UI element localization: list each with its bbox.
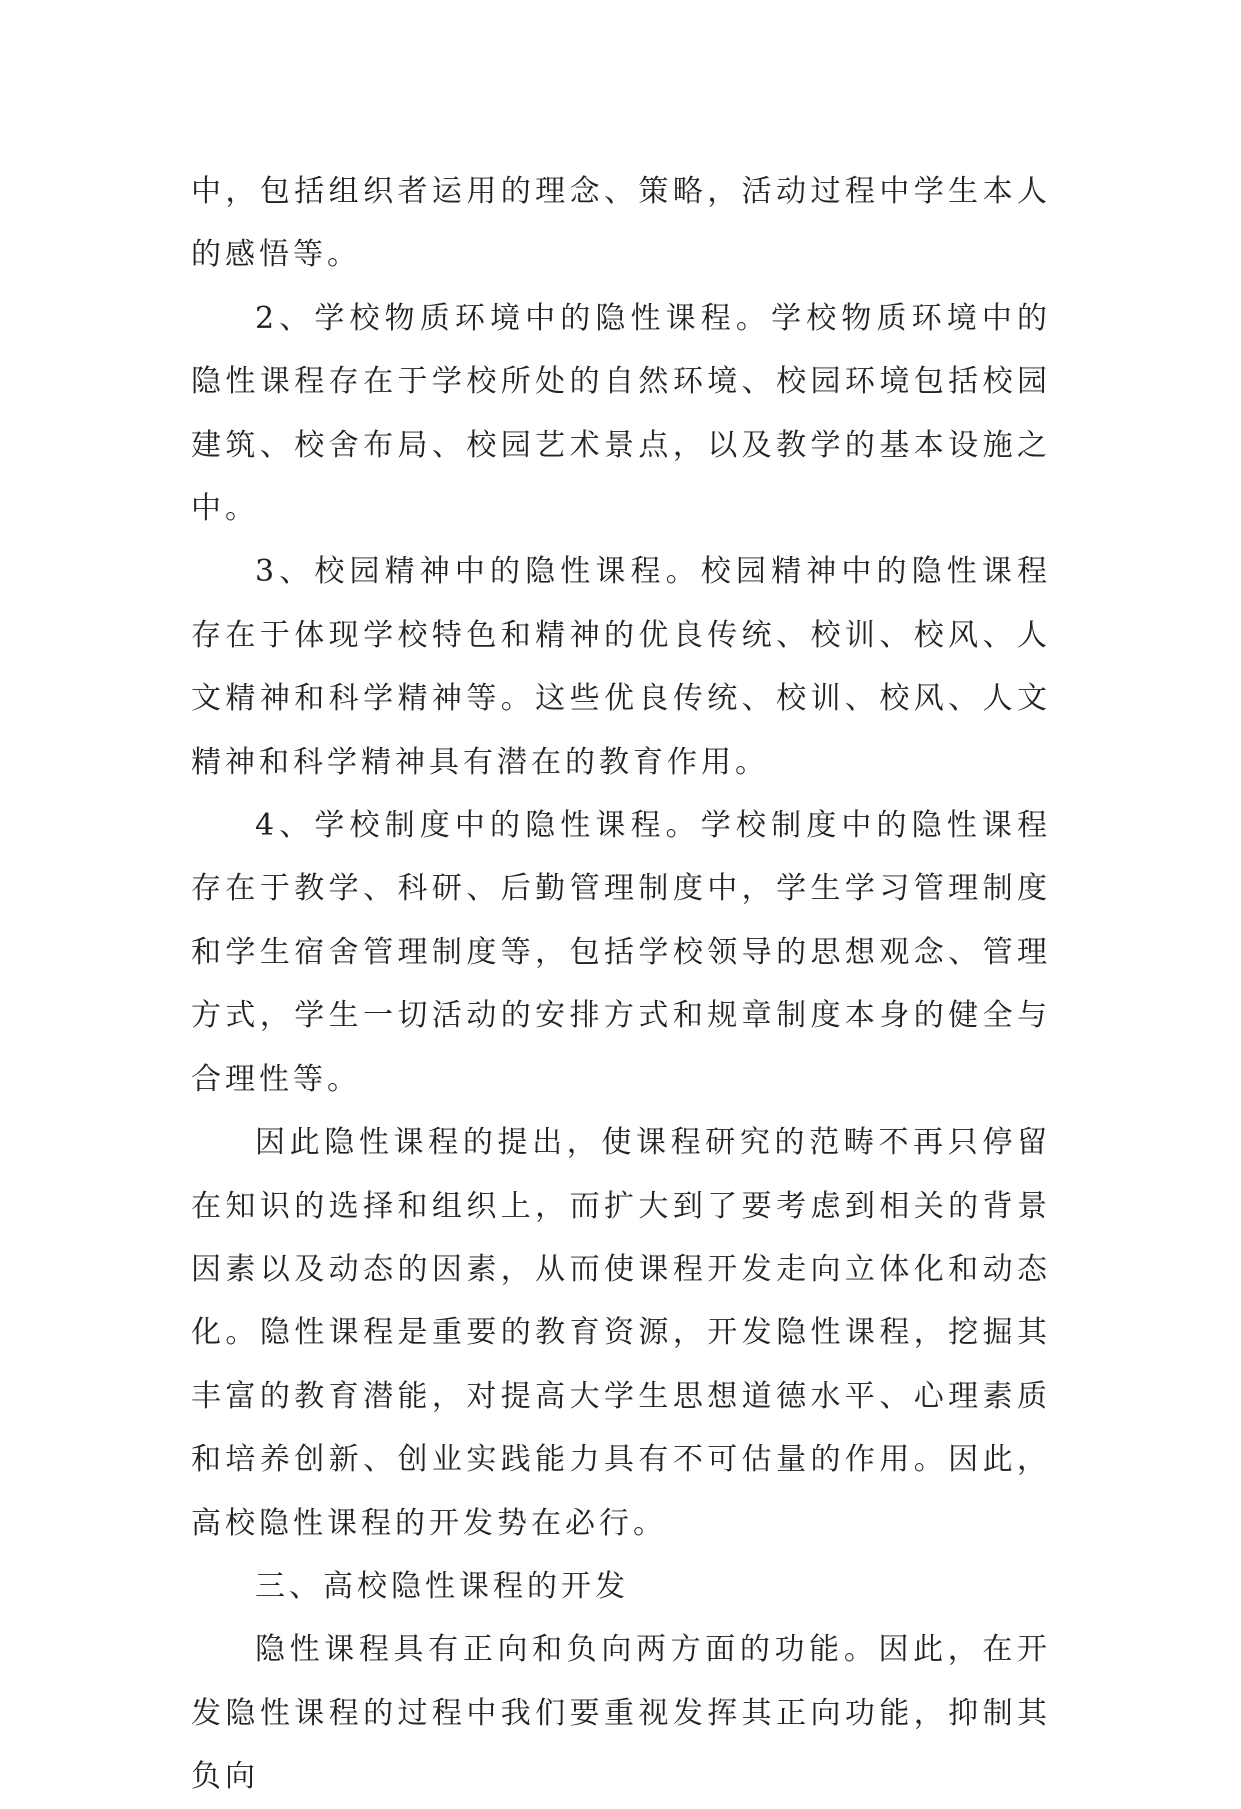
paragraph-physical-environment: 2、学校物质环境中的隐性课程。学校物质环境中的隐性课程存在于学校所处的自然环境、校园环境包括校园建筑、校舍布局、校园艺术景点，以及教学的基本设施之中。	[191, 300, 1051, 527]
document-body	[191, 160, 1051, 1809]
paragraph-campus-spirit: 3、校园精神中的隐性课程。校园精神中的隐性课程存在于体现学校特色和精神的优良传统、校训、校风、人文精神和科学精神等。这些优良传统、校训、校风、人文精神和科学精神具有潜在的教育作用。	[191, 554, 1051, 780]
paragraph-school-system: 4、学校制度中的隐性课程。学校制度中的隐性课程存在于教学、科研、后勤管理制度中，学生学习管理制度和学生宿舍管理制度等，包括学校领导的思想观念、管理方式，学生一切活动的安排方式和规章制度本身的健全与合理性等。	[191, 808, 1051, 1097]
paragraph-continuation: 中，包括组织者运用的理念、策略，活动过程中学生本人的感悟等。	[191, 174, 1051, 273]
paragraph-conclusion: 因此隐性课程的提出，使课程研究的范畴不再只停留在知识的选择和组织上，而扩大到了要考虑到相关的背景因素以及动态的因素，从而使课程开发走向立体化和动态化。隐性课程是重要的教育资源，开发隐性课程，挖掘其丰富的教育潜能，对提高大学生思想道德水平、心理素质和培养创新、创业实践能力具有不可估量的作用。因此，高校隐性课程的开发势在必行。	[191, 1125, 1051, 1541]
paragraph-development: 隐性课程具有正向和负向两方面的功能。因此，在开发隐性课程的过程中我们要重视发挥其正向功能，抑制其负向	[191, 1632, 1051, 1795]
section-heading: 三、高校隐性课程的开发	[255, 1568, 629, 1604]
